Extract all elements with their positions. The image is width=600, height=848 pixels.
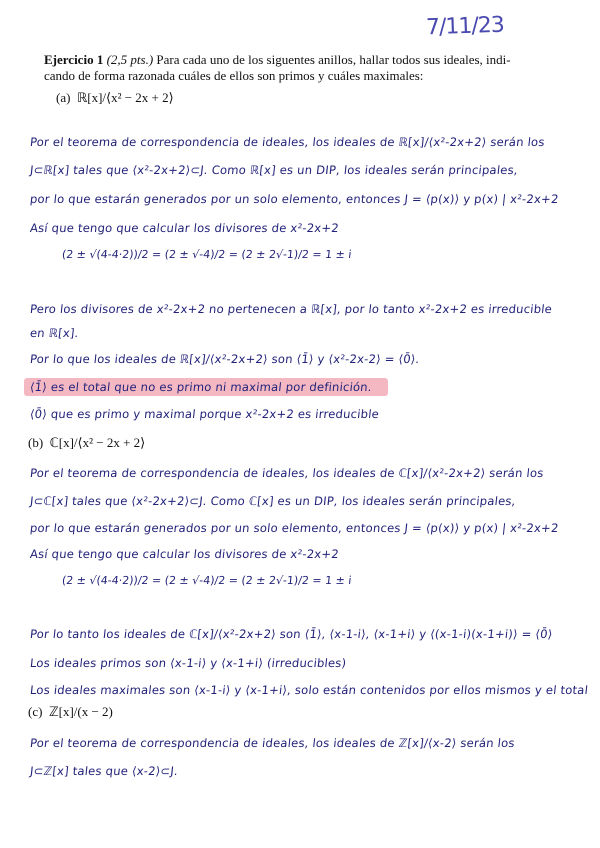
part-b-ring: ℂ[x]/⟨x² − 2x + 2⟩: [49, 435, 146, 450]
exercise-statement-line2: cando de forma razonada cuáles de ellos son primos y cuáles maximales:: [44, 68, 424, 83]
part-b-line-4: Así que tengo que calcular los divisores de x²-2x+2: [29, 547, 340, 561]
part-a-line-1: Por el teorema de correspondencia de ideales, los ideales de ℝ[x]/⟨x²-2x+2⟩ serán los: [29, 135, 546, 149]
part-a-line-8: Por lo que los ideales de ℝ[x]/⟨x²-2x+2⟩ son ⟨1̄⟩ y ⟨x²-2x-2⟩ = ⟨0̄⟩.: [29, 352, 421, 366]
part-a-line-2: J⊂ℝ[x] tales que ⟨x²-2x+2⟩⊂J. Como ℝ[x] es un DIP, los ideales serán principales,: [29, 163, 519, 177]
part-b-line-7: Los ideales primos son ⟨x-1-i⟩ y ⟨x-1+i⟩ (irreducibles): [29, 656, 348, 670]
part-a-label: (a): [56, 90, 71, 105]
part-a-line-6: Pero los divisores de x²-2x+2 no pertenecen a ℝ[x], por lo tanto x²-2x+2 es irreducible: [29, 302, 553, 316]
part-a-line-10: ⟨0̄⟩ que es primo y maximal porque x²-2x+2 es irreducible: [29, 407, 380, 421]
part-a-line-9: ⟨1̄⟩ es el total que no es primo ni maximal por definición.: [29, 380, 373, 394]
part-b-roots-computation: (2 ± √(4-4·2))/2 = (2 ± √-4)/2 = (2 ± 2√-1)/2 = 1 ± i: [61, 574, 353, 587]
part-a-line-3: por lo que estarán generados por un solo elemento, entonces J = ⟨p(x)⟩ y p(x) | x²-2x+2: [29, 192, 560, 206]
part-b-line-1: Por el teorema de correspondencia de ideales, los ideales de ℂ[x]/⟨x²-2x+2⟩ serán los: [29, 466, 545, 480]
part-c-heading: [28, 704, 113, 720]
exercise-statement: [44, 52, 544, 84]
part-b-line-6: Por lo tanto los ideales de ℂ[x]/⟨x²-2x+2⟩ son ⟨1̄⟩, ⟨x-1-i⟩, ⟨x-1+i⟩ y ⟨(x-1-i)(x-1+i)⟩ = ⟨0̄⟩: [29, 627, 554, 641]
part-a-roots-computation: (2 ± √(4-4·2))/2 = (2 ± √-4)/2 = (2 ± 2√-1)/2 = 1 ± i: [61, 248, 353, 261]
part-c-ring: ℤ[x]/(x − 2): [48, 704, 113, 719]
part-b-line-3: por lo que estarán generados por un solo elemento, entonces J = ⟨p(x)⟩ y p(x) | x²-2x+2: [29, 521, 560, 535]
part-b-heading: [28, 435, 145, 451]
part-a-ring: ℝ[x]/⟨x² − 2x + 2⟩: [76, 90, 174, 105]
exercise-title: Ejercicio 1: [44, 52, 104, 67]
part-b-line-2: J⊂ℂ[x] tales que ⟨x²-2x+2⟩⊂J. Como ℂ[x] es un DIP, los ideales serán principales,: [29, 494, 517, 508]
part-c-label: (c): [28, 704, 43, 719]
part-c-line-2: J⊂ℤ[x] tales que ⟨x-2⟩⊂J.: [29, 764, 179, 778]
date-handwritten: 7/11/23: [425, 12, 505, 41]
part-b-line-8: Los ideales maximales son ⟨x-1-i⟩ y ⟨x-1+i⟩, solo están contenidos por ellos mismos y el total: [29, 683, 589, 697]
part-b-label: (b): [28, 435, 44, 450]
part-c-line-1: Por el teorema de correspondencia de ideales, los ideales de ℤ[x]/⟨x-2⟩ serán los: [29, 736, 516, 750]
exercise-statement-line1: Para cada uno de los siguentes anillos, hallar todos sus ideales, indi-: [156, 52, 511, 67]
part-a-line-7: en ℝ[x].: [29, 326, 80, 340]
exercise-points: (2,5 pts.): [106, 52, 154, 67]
part-a-line-4: Así que tengo que calcular los divisores de x²-2x+2: [29, 221, 340, 235]
part-a-heading: [56, 90, 174, 106]
